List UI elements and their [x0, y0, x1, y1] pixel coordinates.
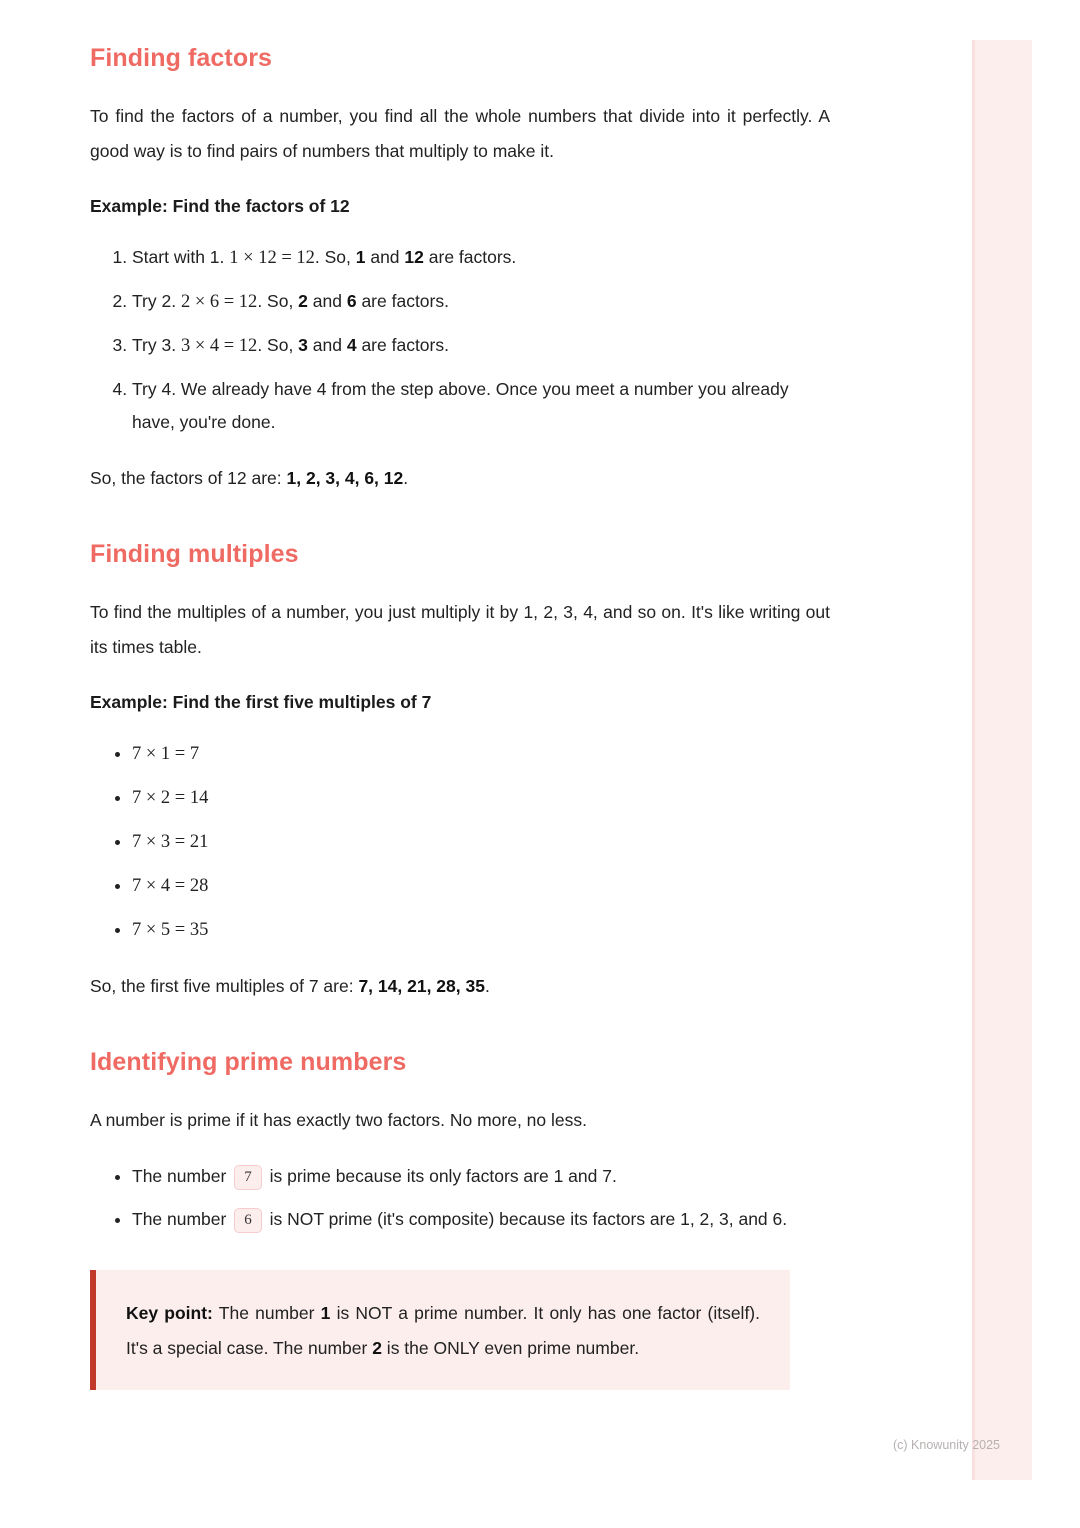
- list-item: [132, 1203, 830, 1236]
- key-point-bold-1: 1: [320, 1303, 331, 1323]
- step-bold-2: 12: [404, 247, 424, 267]
- prime-examples-list: [90, 1160, 830, 1236]
- copyright-watermark: (c) Knowunity 2025: [893, 1438, 1001, 1452]
- multiple-equation: 7 × 5 = 35: [132, 920, 209, 940]
- number-chip: 6: [234, 1208, 262, 1233]
- step-join: and: [307, 291, 347, 311]
- list-item: [132, 285, 830, 319]
- step-math: 3 × 4 = 12: [180, 336, 258, 356]
- step-mid: . So,: [257, 291, 299, 311]
- key-point-part-1: The number: [212, 1303, 321, 1323]
- conclusion-lead: So, the first five multiples of 7 are:: [90, 976, 359, 996]
- step-math: 1 × 12 = 12: [229, 248, 315, 268]
- section-intro-paragraph: A number is prime if it has exactly two factors. No more, no less.: [90, 1110, 587, 1130]
- list-item: [132, 1160, 830, 1193]
- multiples-list: [90, 737, 830, 947]
- page-side-band: [972, 40, 1032, 1480]
- step-join: and: [307, 335, 347, 355]
- multiple-equation: 7 × 2 = 14: [132, 788, 209, 808]
- multiples-conclusion: [90, 969, 830, 1004]
- list-item: [132, 241, 830, 275]
- step-math: 2 × 6 = 12: [180, 292, 258, 312]
- key-point-part-2: is NOT a prime number. It only has one factor (itself). It's a special case. The number: [126, 1303, 760, 1358]
- list-item: [132, 737, 830, 771]
- key-point-label: Key point:: [126, 1303, 213, 1323]
- prime-item-lead: The number: [132, 1209, 232, 1229]
- list-item: [132, 869, 830, 903]
- step-tail: are factors.: [423, 247, 517, 267]
- list-item: [132, 329, 830, 363]
- step-bold-1: 1: [355, 247, 366, 267]
- step-tail: are factors.: [356, 335, 449, 355]
- section-intro-paragraph: To find the multiples of a number, you just multiply it by 1, 2, 3, 4, and so on. It's like writing out its times table.: [90, 602, 830, 657]
- multiple-equation: 7 × 1 = 7: [132, 744, 200, 764]
- conclusion-lead: So, the factors of 12 are:: [90, 468, 287, 488]
- section-identifying-primes: [90, 1048, 830, 1390]
- prime-item-lead: The number: [132, 1166, 232, 1186]
- list-item: [132, 781, 830, 815]
- key-point-part-3: is the ONLY even prime number.: [381, 1338, 640, 1358]
- key-point-callout: [90, 1270, 790, 1390]
- multiple-equation: 7 × 3 = 21: [132, 832, 209, 852]
- conclusion-tail: .: [484, 976, 490, 996]
- step-lead: Try 3.: [132, 335, 181, 355]
- example-heading: Example: Find the first five multiples of 7: [90, 692, 432, 712]
- key-point-text: [126, 1296, 760, 1366]
- section-intro-paragraph: To find the factors of a number, you find all the whole numbers that divide into it perfectly. A good way is to find pairs of numbers that multiply to make it.: [90, 106, 830, 161]
- step-lead: Try 2.: [132, 291, 181, 311]
- step-tail: are factors.: [356, 291, 449, 311]
- section-title: Identifying prime numbers: [90, 1048, 407, 1076]
- step-bold-2: 6: [346, 291, 357, 311]
- list-item: [132, 825, 830, 859]
- section-title: Finding factors: [90, 44, 273, 72]
- factor-steps-list: [90, 241, 830, 439]
- factors-conclusion: [90, 461, 830, 496]
- prime-item-tail: is prime because its only factors are 1 and 7.: [264, 1166, 617, 1186]
- example-heading: Example: Find the factors of 12: [90, 196, 350, 216]
- conclusion-value: 7, 14, 21, 28, 35: [358, 976, 485, 996]
- section-title: Finding multiples: [90, 540, 299, 568]
- step-lead: Start with 1.: [132, 247, 230, 267]
- step-lead: Try 4. We already have 4 from the step above. Once you meet a number you already have, you're done.: [132, 379, 789, 432]
- conclusion-tail: .: [403, 468, 409, 488]
- multiple-equation: 7 × 4 = 28: [132, 876, 209, 896]
- step-bold-1: 2: [298, 291, 308, 311]
- page-side-band-edge: [972, 40, 975, 1480]
- conclusion-value: 1, 2, 3, 4, 6, 12: [286, 468, 404, 488]
- section-finding-multiples: [90, 540, 830, 1004]
- step-bold-1: 3: [298, 335, 308, 355]
- list-item: [132, 373, 830, 439]
- number-chip: 7: [234, 1165, 262, 1190]
- step-mid: . So,: [257, 335, 299, 355]
- step-mid: . So,: [314, 247, 356, 267]
- document-content: [90, 44, 830, 1390]
- prime-item-tail: is NOT prime (it's composite) because its factors are 1, 2, 3, and 6.: [264, 1209, 788, 1229]
- list-item: [132, 913, 830, 947]
- step-bold-2: 4: [346, 335, 357, 355]
- section-finding-factors: [90, 44, 830, 496]
- key-point-bold-2: 2: [372, 1338, 382, 1358]
- step-join: and: [365, 247, 405, 267]
